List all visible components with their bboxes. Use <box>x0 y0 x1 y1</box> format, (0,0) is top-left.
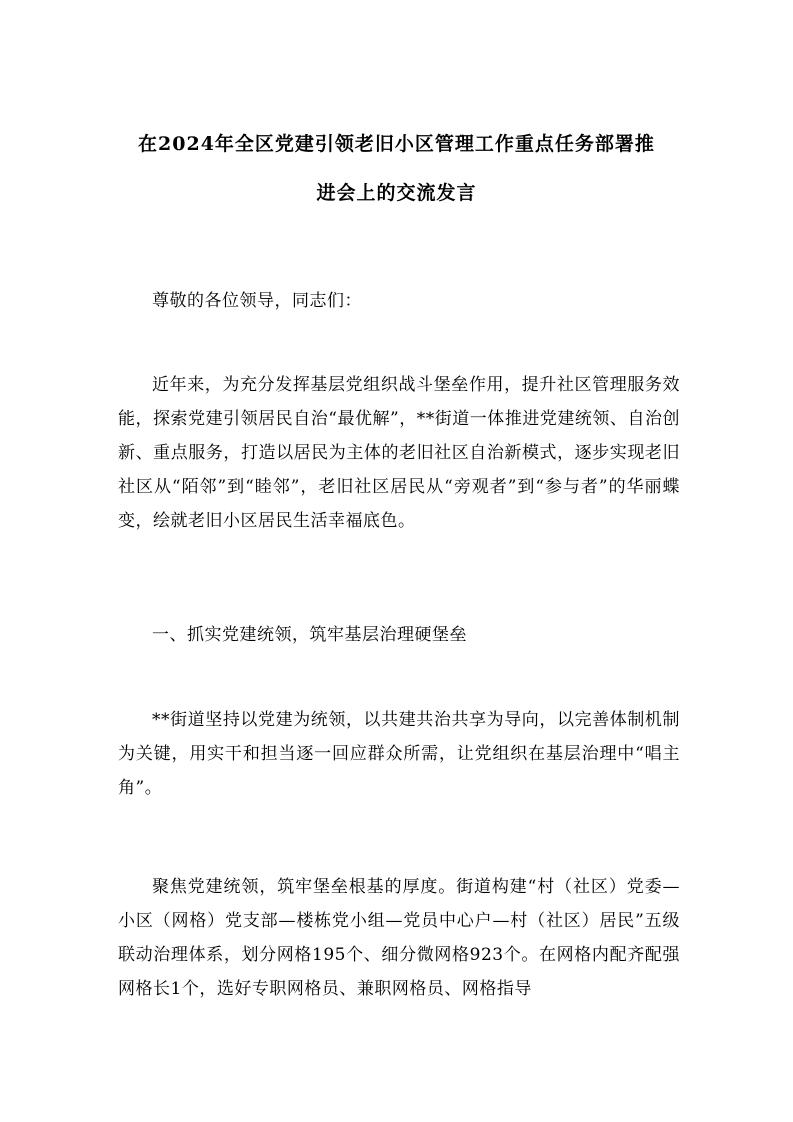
paragraph-intro: 近年来，为充分发挥基层党组织战斗堡垒作用，提升社区管理服务效能，探索党建引领居民自治“最优解”，**街道一体推进党建统领、自治创新、重点服务，打造以居民为主体的老旧社区自治新模式，逐步实现老旧社区从“陌邻”到“睦邻”，老旧社区居民从“旁观者”到“参与者”的华丽蝶变，绘就老旧小区居民生活幸福底色。 <box>118 375 680 531</box>
document-title-line-2: 进会上的交流发言 <box>316 182 477 204</box>
paragraph-section1-detail: 聚焦党建统领，筑牢堡垒根基的厚度。街道构建“村（社区）党委—小区（网格）党支部—楼栋党小组—党员中心户—村（社区）居民”五级联动治理体系，划分网格195个、细分微网格923个。在网格内配齐配强网格长1个，选好专职网格员、兼职网格员、网格指导 <box>118 877 680 999</box>
section-heading-1: 一、抓实党建统领，筑牢基层治理硬堡垒 <box>152 625 467 645</box>
document-title-line-1: 在2024年全区党建引领老旧小区管理工作重点任务部署推 <box>138 133 655 155</box>
salutation: 尊敬的各位领导，同志们： <box>152 291 362 311</box>
paragraph-section1-summary: **街道坚持以党建为统领，以共建共治共享为导向，以完善体制机制为关键，用实干和担当逐一回应群众所需，让党组织在基层治理中“唱主角”。 <box>118 710 680 798</box>
